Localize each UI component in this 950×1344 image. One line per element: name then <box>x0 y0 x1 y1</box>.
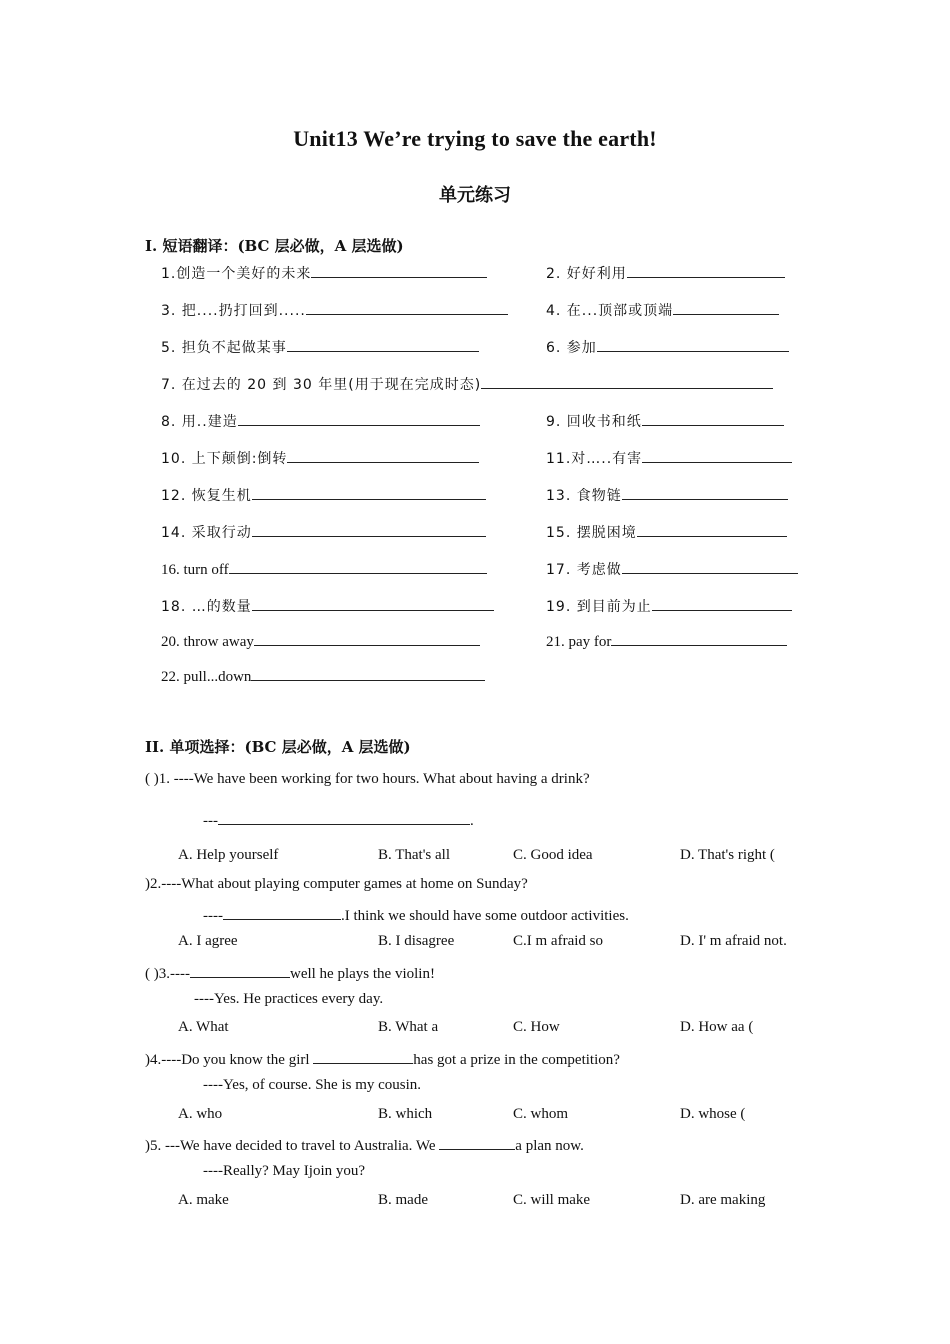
question-3-option-d[interactable]: D. How aa ( <box>680 1019 754 1035</box>
answer-blank[interactable] <box>673 299 779 315</box>
phrase-item: 3. 把....扔打回到..... <box>161 299 508 320</box>
answer-blank[interactable] <box>439 1134 515 1150</box>
phrase-item: 8. 用..建造 <box>161 410 480 431</box>
answer-blank[interactable] <box>637 521 787 537</box>
answer-blank[interactable] <box>652 595 792 611</box>
answer-blank[interactable] <box>252 595 494 611</box>
answer-blank[interactable] <box>287 336 479 352</box>
question-2-option-b[interactable]: B. I disagree <box>378 933 455 949</box>
question-2-option-a[interactable]: A. I agree <box>178 933 238 949</box>
question-4-option-d[interactable]: D. whose ( <box>680 1106 746 1122</box>
phrase-item: 18. …的数量 <box>161 595 494 616</box>
question-2-answer-line: ---- .I think we should have some outdoor activities. <box>203 904 629 925</box>
answer-blank[interactable] <box>252 484 486 500</box>
question-3-option-a[interactable]: A. What <box>178 1019 229 1035</box>
answer-blank[interactable] <box>229 558 487 574</box>
answer-blank[interactable] <box>622 484 788 500</box>
question-3-reply: ----Yes. He practices every day. <box>194 991 384 1007</box>
answer-blank[interactable] <box>622 558 798 574</box>
question-1-option-d[interactable]: D. That's right ( <box>680 847 775 863</box>
answer-blank[interactable] <box>627 262 785 278</box>
phrase-item: 1.创造一个美好的未来 <box>161 262 487 283</box>
answer-blank[interactable] <box>313 1048 413 1064</box>
question-4-option-b[interactable]: B. which <box>378 1106 433 1122</box>
question-1-option-a[interactable]: A. Help yourself <box>178 847 279 863</box>
phrase-item: 13. 食物链 <box>546 484 788 505</box>
section-1-heading: I. 短语翻译：(BC 层必做，A 层选做) <box>145 237 404 255</box>
answer-blank[interactable] <box>597 336 789 352</box>
phrase-item: 14. 采取行动 <box>161 521 486 542</box>
question-1-option-b[interactable]: B. That's all <box>378 847 451 863</box>
question-2-option-c[interactable]: C.I m afraid so <box>513 933 603 949</box>
question-3-stem: ( )3.---- well he plays the violin! <box>145 962 435 983</box>
answer-blank[interactable] <box>642 410 784 426</box>
phrase-item: 16. turn off <box>161 558 487 579</box>
question-4-reply: ----Yes, of course. She is my cousin. <box>203 1077 422 1093</box>
answer-blank[interactable] <box>254 630 480 646</box>
question-5-stem: )5. ---We have decided to travel to Australia. We a plan now. <box>145 1134 584 1155</box>
phrase-item: 12. 恢复生机 <box>161 484 486 505</box>
phrase-item: 7. 在过去的 20 到 30 年里(用于现在完成时态) <box>161 373 773 394</box>
answer-blank[interactable] <box>252 521 486 537</box>
question-3-option-c[interactable]: C. How <box>513 1019 560 1035</box>
answer-blank[interactable] <box>642 447 792 463</box>
answer-blank[interactable] <box>311 262 487 278</box>
phrase-item: 9. 回收书和纸 <box>546 410 784 431</box>
phrase-item: 5. 担负不起做某事 <box>161 336 479 357</box>
answer-blank[interactable] <box>218 809 470 825</box>
question-5-option-c[interactable]: C. will make <box>513 1192 591 1208</box>
phrase-item: 20. throw away <box>161 630 480 651</box>
question-2-option-d[interactable]: D. I' m afraid not. <box>680 933 787 949</box>
answer-blank[interactable] <box>611 630 787 646</box>
answer-blank[interactable] <box>190 962 290 978</box>
question-2-stem: )2.----What about playing computer games at home on Sunday? <box>145 876 528 892</box>
question-5-option-b[interactable]: B. made <box>378 1192 428 1208</box>
question-1-option-c[interactable]: C. Good idea <box>513 847 593 863</box>
question-4-stem: )4.----Do you know the girl has got a prize in the competition? <box>145 1048 620 1069</box>
page-subtitle: 单元练习 <box>439 185 511 206</box>
section-2-heading: II. 单项选择：(BC 层必做，A 层选做) <box>145 738 411 756</box>
phrase-item: 4. 在...顶部或顶端 <box>546 299 779 320</box>
page-title: Unit13 We’re trying to save the earth! <box>293 126 657 151</box>
phrase-item: 19. 到目前为止 <box>546 595 792 616</box>
question-4-option-a[interactable]: A. who <box>178 1106 223 1122</box>
phrase-item: 2. 好好利用 <box>546 262 785 283</box>
question-1-stem: ( )1. ----We have been working for two hours. What about having a drink? <box>145 771 590 787</box>
question-1-answer-line: --- . <box>203 809 474 830</box>
answer-blank[interactable] <box>306 299 508 315</box>
phrase-item: 21. pay for <box>546 630 787 651</box>
phrase-item: 15. 摆脱困境 <box>546 521 787 542</box>
phrase-item: 10. 上下颠倒:倒转 <box>161 447 479 468</box>
phrase-item: 11.对…..有害 <box>546 447 792 468</box>
answer-blank[interactable] <box>238 410 480 426</box>
phrase-item: 6. 参加 <box>546 336 789 357</box>
answer-blank[interactable] <box>251 665 485 681</box>
question-4-option-c[interactable]: C. whom <box>513 1106 569 1122</box>
question-5-option-d[interactable]: D. are making <box>680 1192 766 1208</box>
question-3-option-b[interactable]: B. What a <box>378 1019 439 1035</box>
question-5-reply: ----Really? May Ijoin you? <box>203 1163 366 1179</box>
question-5-option-a[interactable]: A. make <box>178 1192 229 1208</box>
phrase-item: 22. pull...down <box>161 665 485 686</box>
answer-blank[interactable] <box>481 373 773 389</box>
answer-blank[interactable] <box>287 447 479 463</box>
phrase-item: 17. 考虑做 <box>546 558 798 579</box>
answer-blank[interactable] <box>223 904 341 920</box>
